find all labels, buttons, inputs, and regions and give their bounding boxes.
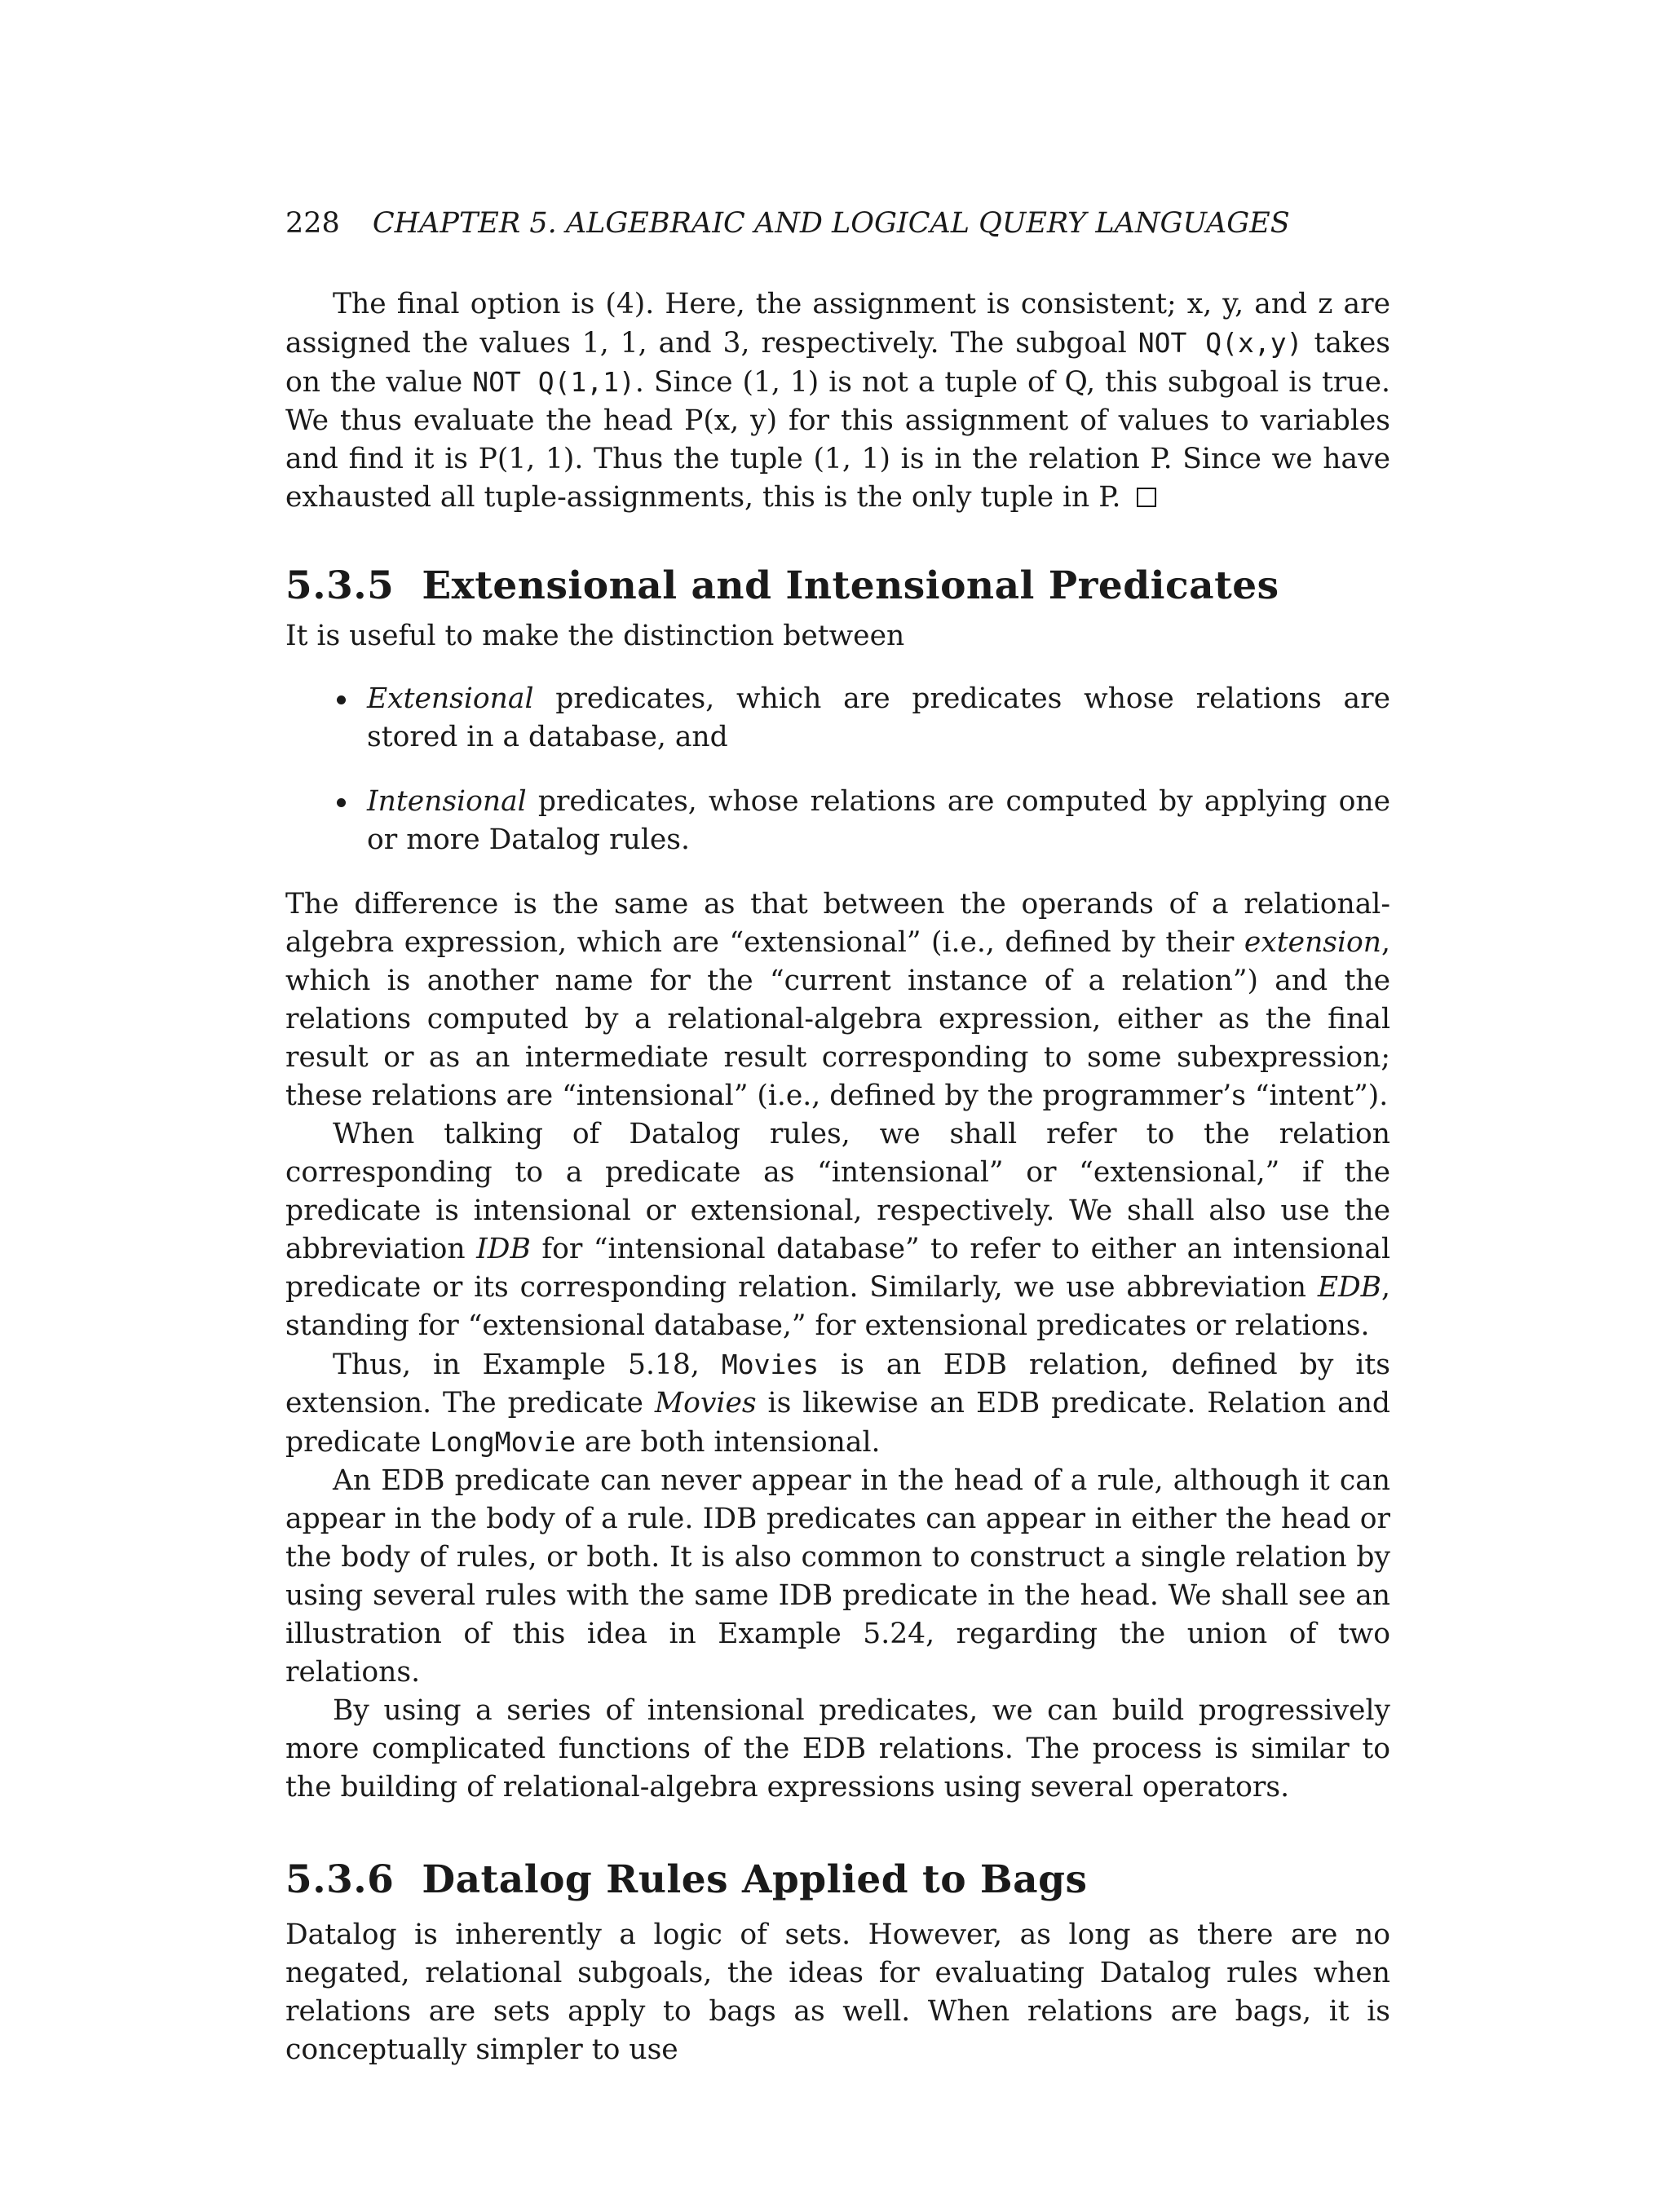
running-header — [285, 204, 1390, 243]
paragraph-series: By using a series of intensional predicates, we can build progressively more complicated functions of the EDB relations. The process is similar to the building of relational-algebra expressions using several operators. — [285, 1694, 1390, 1804]
end-of-proof-icon — [1137, 488, 1156, 507]
section-heading-5-3-5 — [285, 562, 1390, 611]
code-not-q-xy: NOT Q(x,y) — [1138, 327, 1303, 359]
paragraph-intro: It is useful to make the distinction between — [285, 620, 905, 652]
section-title: Datalog Rules Applied to Bags — [422, 1857, 1088, 1902]
chapter-title: CHAPTER 5. ALGEBRAIC AND LOGICAL QUERY LANGUAGES — [372, 207, 1290, 240]
code-not-q-11: NOT Q(1,1) — [472, 366, 635, 398]
section-title: Extensional and Intensional Predicates — [422, 563, 1279, 608]
code-longmovie: LongMovie — [430, 1426, 577, 1458]
section-number: 5.3.5 — [285, 563, 395, 608]
list-item-extensional: Extensional predicates, which are predicates whose relations are stored in a database, and — [285, 680, 1390, 757]
paragraph-bags: Datalog is inherently a logic of sets. However, as long as there are no negated, relational subgoals, the ideas for evaluating Datalog rules when relations are sets apply to bags as well. When relations are bags, it is conceptually simpler to use — [285, 1918, 1390, 2066]
page-number: 228 — [285, 207, 340, 240]
code-movies: Movies — [721, 1349, 820, 1380]
predicate-list — [285, 680, 1390, 859]
paragraph-example-5-18: Thus, in Example 5.18, Movies is an EDB relation, defined by its extension. The predicate Movies is likewise an EDB predicate. Relation and predicate LongMovie are both intensional. — [285, 1349, 1391, 1459]
list-item-intensional: Intensional predicates, whose relations are computed by applying one or more Datalog rules. — [285, 783, 1390, 859]
section-heading-5-3-6 — [285, 1856, 1390, 1905]
paragraph-edb-predicate: An EDB predicate can never appear in the head of a rule, although it can appear in the body of a rule. IDB predicates can appear in either the head or the body of rules, or both. It is also common to construct a single relation by using several rules with the same IDB predicate in the head. We shall see an illustration of this idea in Example 5.24, regarding the union of two relations. — [285, 1464, 1390, 1689]
paragraph-datalog-rules: When talking of Datalog rules, we shall refer to the relation corresponding to a predicate as “intensional” or “extensional,” if the predicate is intensional or extensional, respectively. We shall also use the abbreviation IDB for “intensional database” to refer to either an intensional predicate or its corresponding relation. Similarly, we use abbreviation EDB, standing for “extensional database,” for extensional predicates or relations. — [285, 1118, 1390, 1342]
section-number: 5.3.6 — [285, 1857, 395, 1902]
paragraph-final-option: The final option is (4). Here, the assignment is consistent; x, y, and z are assigned the values 1, 1, and 3, respectively. The subgoal NOT Q(x,y) takes on the value NOT Q(1,1). Since (1, 1) is not a tuple of Q, this subgoal is true. We thus evaluate the head P(x, y) for this assignment of values to variables and find it is P(1, 1). Thus the tuple (1, 1) is in the relation P. Since we have exhausted all tuple-assignments, this is the only tuple in P. — [285, 288, 1390, 514]
paragraph-difference: The difference is the same as that between the operands of a relational-algebra expression, which are “extensional” (i.e., defined by their extension, which is another name for the “current instance of a relation”) and the relations computed by a relational-algebra expression, either as the final result or as an intermediate result corresponding to some subexpression; these relations are “intensional” (i.e., defined by the programmer’s “intent”). — [285, 888, 1390, 1112]
page — [285, 204, 1390, 2069]
